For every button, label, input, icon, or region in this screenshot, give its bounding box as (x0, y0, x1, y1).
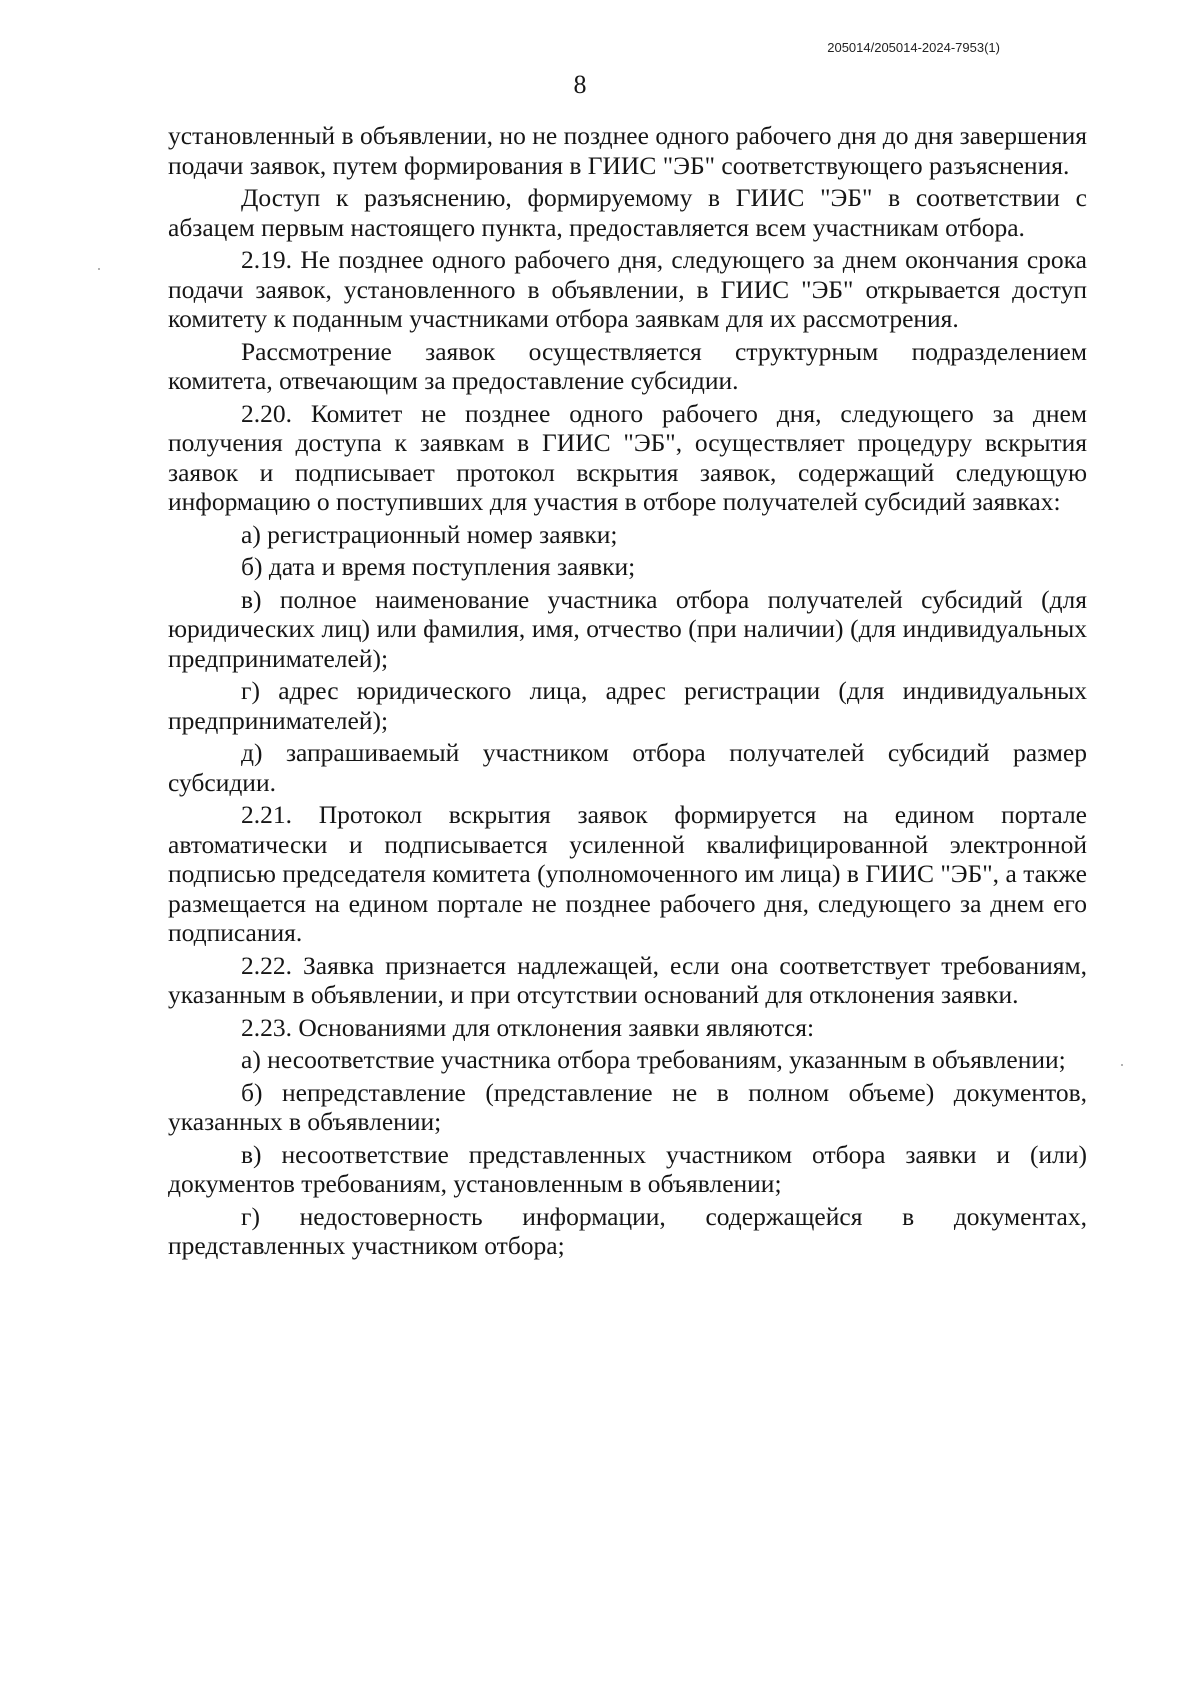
document-body (168, 121, 1087, 1264)
page-number: 8 (573, 70, 587, 99)
paragraph-2-20: 2.20. Комитет не позднее одного рабочего дня, следующего за днем получения доступа к заявкам в ГИИС "ЭБ", осуществляет процедуру вскрытия заявок и подписывает протокол вскрытия заявок, содержащий следующую информацию о поступивших для участия в отборе получателей субсидий заявках: (168, 398, 1087, 516)
paragraph-2-23: 2.23. Основаниями для отклонения заявки являются: (241, 1012, 815, 1042)
paragraph-review: Рассмотрение заявок осуществляется структурным подразделением комитета, отвечающим за предоставление субсидии. (168, 336, 1087, 395)
document-registration-number: 205014/205014-2024-7953(1) (827, 40, 1000, 55)
scan-speck-right (1121, 1064, 1123, 1066)
list-item-v: в) полное наименование участника отбора получателей субсидий (для юридических лиц) или фамилия, имя, отчество (при наличии) (для индивидуальных предпринимателей); (168, 584, 1087, 673)
rejection-item-b: б) непредставление (представление не в полном объеме) документов, указанных в объявлении; (168, 1077, 1087, 1136)
list-item-a: а) регистрационный номер заявки; (241, 519, 618, 549)
list-item-g: г) адрес юридического лица, адрес регистрации (для индивидуальных предпринимателей); (168, 676, 1087, 735)
paragraph-2-22: 2.22. Заявка признается надлежащей, если она соответствует требованиям, указанным в объявлении, и при отсутствии оснований для отклонения заявки. (168, 950, 1087, 1009)
paragraph-clarification-access: Доступ к разъяснению, формируемому в ГИИС "ЭБ" в соответствии с абзацем первым настоящего пункта, предоставляется всем участникам отбора. (168, 183, 1087, 242)
list-item-d: д) запрашиваемый участником отбора получателей субсидий размер субсидии. (168, 738, 1087, 797)
rejection-item-v: в) несоответствие представленных участником отбора заявки и (или) документов требованиям, установленным в объявлении; (168, 1139, 1087, 1198)
list-item-b: б) дата и время поступления заявки; (241, 552, 636, 581)
paragraph-2-19: 2.19. Не позднее одного рабочего дня, следующего за днем окончания срока подачи заявок, установленного в объявлении, в ГИИС "ЭБ" открывается доступ комитету к поданным участниками отбора заявкам для их рассмотрения. (168, 245, 1087, 333)
paragraph-continuation: установленный в объявлении, но не позднее одного рабочего дня до дня завершения подачи заявок, путем формирования в ГИИС "ЭБ" соответствующего разъяснения. (168, 121, 1087, 180)
paragraph-2-21: 2.21. Протокол вскрытия заявок формируется на едином портале автоматически и подписывается усиленной квалифицированной электронной подписью председателя комитета (уполномоченного им лица) в ГИИС "ЭБ", а также размещается на едином портале не позднее рабочего дня, следующего за днем его подписания. (168, 800, 1087, 947)
rejection-item-a: а) несоответствие участника отбора требованиям, указанным в объявлении; (241, 1045, 1066, 1074)
scan-speck-left (98, 268, 100, 270)
rejection-item-g: г) недостоверность информации, содержащейся в документах, представленных участником отбора; (168, 1201, 1087, 1260)
